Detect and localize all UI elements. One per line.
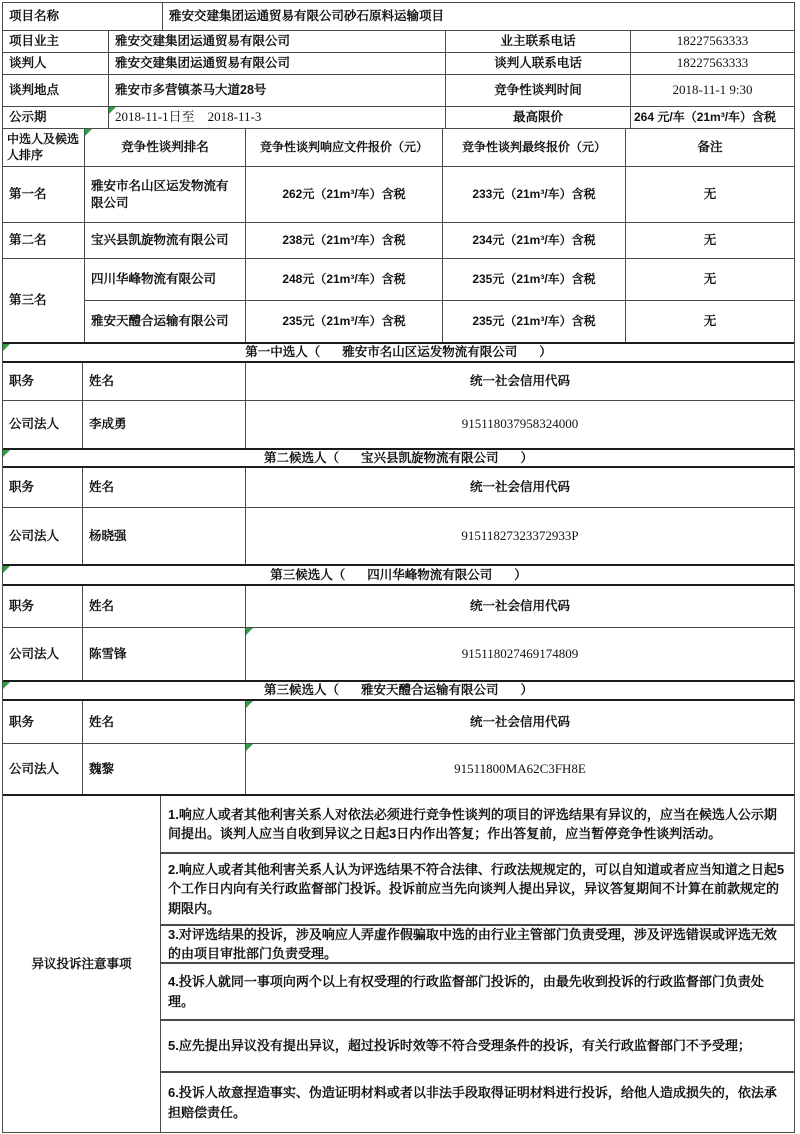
complaint-item: 3.对评选结果的投诉，涉及响应人弄虚作假骗取中选的由行业主管部门负责受理，涉及评选错误或评选无效的由项目审批部门负责受理。 (161, 926, 794, 964)
green-corner-marker-icon (3, 566, 10, 573)
rank-row-third-b (85, 301, 794, 342)
rank-company: 宝兴县凯旋物流有限公司 (85, 223, 246, 258)
credit-code-value: 91511827323372933P (461, 527, 579, 543)
position-label: 职务 (3, 363, 83, 400)
green-corner-marker-icon (109, 107, 116, 114)
rank-remark: 无 (703, 233, 717, 248)
rank-final-price: 235元（21m³/车）含税 (443, 301, 626, 342)
rank-doc-price: 262元（21m³/车）含税 (246, 167, 443, 222)
negotiation-time-value: 2018-11-1 9:30 (672, 82, 753, 98)
band-company: 雅安市名山区运发物流有限公司 (342, 345, 518, 360)
ranking-header-doc-price: 竞争性谈判响应文件报价（元） (246, 129, 443, 166)
person-name: 陈雪锋 (83, 628, 246, 680)
rank-row-second (3, 223, 794, 259)
rank-label: 第一名 (3, 167, 85, 222)
band-prefix: 第二候选人（ (263, 450, 339, 465)
rank-doc-price: 238元（21m³/车）含税 (246, 223, 443, 258)
green-corner-marker-icon (85, 129, 92, 136)
complaint-item: 1.响应人或者其他利害关系人对依法必须进行竞争性谈判的项目的评选结果有异议的，应当在候选人公示期间提出。谈判人应当自收到异议之日起3日内作出答复；作出答复前，应当暂停竞争性谈判活动。 (161, 796, 794, 854)
negotiator-row (3, 53, 794, 75)
band-prefix: 第三候选人（ (263, 683, 339, 698)
credit-code-label-text: 统一社会信用代码 (469, 714, 570, 729)
role-label: 公司法人 (3, 744, 83, 794)
person-name: 李成勇 (83, 401, 246, 448)
person-header-row (3, 363, 794, 401)
credit-code-value: 915118037958324000 (461, 416, 579, 432)
location-row (3, 75, 794, 107)
candidate-band-cell (3, 450, 794, 466)
credit-code-value (246, 744, 794, 794)
green-corner-marker-icon (246, 628, 253, 635)
project-name-label: 项目名称 (3, 3, 163, 30)
person-name: 魏黎 (83, 744, 246, 794)
complaints-section (3, 796, 794, 1132)
name-label: 姓名 (83, 586, 246, 627)
credit-code-value (246, 628, 794, 680)
ranking-header-rank-text: 竞争性谈判排名 (121, 140, 209, 155)
credit-code-label: 统一社会信用代码 (469, 374, 570, 389)
green-corner-marker-icon (3, 450, 10, 457)
rank-row-third-group (3, 259, 794, 344)
rank-remark: 无 (703, 272, 717, 287)
rank-label: 第二名 (3, 223, 85, 258)
rank-row-first (3, 167, 794, 223)
person-value-row (3, 628, 794, 682)
complaint-item: 2.响应人或者其他利害关系人认为评选结果不符合法律、行政法规规定的，可以自知道或者应当知道之日起5个工作日内向有关行政监督部门投诉。投诉前应当先向谈判人提出异议，异议答复期间不计算在前款规定的期限内。 (161, 854, 794, 926)
complaint-item: 5.应先提出异议没有提出异议，超过投诉时效等不符合受理条件的投诉，有关行政监督部门不予受理； (161, 1021, 794, 1073)
band-company: 宝兴县凯旋物流有限公司 (360, 450, 499, 465)
owner-phone-value: 18227563333 (676, 33, 749, 49)
green-corner-marker-icon (246, 701, 253, 708)
rank-final-price: 233元（21m³/车）含税 (443, 167, 626, 222)
position-label: 职务 (3, 701, 83, 743)
negotiator-phone-label: 谈判人联系电话 (446, 53, 631, 74)
band-prefix: 第三候选人（ (270, 567, 346, 582)
owner-phone-label: 业主联系电话 (446, 31, 631, 52)
ranking-header-rank (85, 129, 246, 166)
rank-final-price: 235元（21m³/车）含税 (443, 259, 626, 300)
position-label: 职务 (3, 468, 83, 507)
role-label: 公司法人 (3, 508, 83, 564)
rank-remark: 无 (703, 187, 717, 202)
rank-label-third: 第三名 (3, 259, 85, 342)
candidate-band-fourth (3, 682, 794, 701)
ranking-header-order: 中选人及候选人排序 (3, 129, 85, 166)
credit-code-label (246, 701, 794, 743)
negotiator-value: 雅安交建集团运通贸易有限公司 (109, 53, 446, 74)
complaint-item: 4.投诉人就同一事项向两个以上有权受理的行政监督部门投诉的，由最先收到投诉的行政监督部门负责处理。 (161, 964, 794, 1021)
rank-row-third-a (85, 259, 794, 301)
project-owner-row (3, 31, 794, 53)
green-corner-marker-icon (3, 344, 10, 351)
name-label: 姓名 (83, 701, 246, 743)
name-label: 姓名 (83, 363, 246, 400)
green-corner-marker-icon (246, 744, 253, 751)
location-label: 谈判地点 (3, 75, 109, 106)
ranking-header-row (3, 129, 794, 167)
project-owner-label: 项目业主 (3, 31, 109, 52)
candidate-band-third (3, 566, 794, 586)
publicity-value (109, 107, 446, 128)
negotiator-phone-value: 18227563333 (676, 55, 749, 71)
band-close: ） (520, 450, 534, 465)
location-value: 雅安市多营镇茶马大道28号 (109, 75, 446, 106)
candidate-band-cell (3, 682, 794, 699)
person-value-row (3, 744, 794, 796)
max-price-label: 最高限价 (446, 107, 631, 128)
max-price-value: 264 元/车（21m³/车）含税 (634, 109, 777, 124)
negotiator-label: 谈判人 (3, 53, 109, 74)
ranking-header-remark: 备注 (697, 140, 723, 155)
credit-code-text: 91511800MA62C3FH8E (454, 760, 586, 776)
complaints-label: 异议投诉注意事项 (3, 796, 161, 1132)
person-header-row (3, 701, 794, 744)
role-label: 公司法人 (3, 401, 83, 448)
credit-code-label: 统一社会信用代码 (469, 599, 570, 614)
person-name: 杨晓强 (83, 508, 246, 564)
winner-band-first (3, 344, 794, 363)
project-name-value: 雅安交建集团运通贸易有限公司砂石原料运输项目 (169, 9, 445, 24)
rank-remark: 无 (703, 314, 717, 329)
rank-doc-price: 235元（21m³/车）含税 (246, 301, 443, 342)
candidate-band-second (3, 450, 794, 468)
band-prefix: 第一中选人（ (245, 345, 321, 360)
credit-code-text: 915118027469174809 (461, 645, 579, 661)
rank-doc-price: 248元（21m³/车）含税 (246, 259, 443, 300)
publicity-label: 公示期 (3, 107, 109, 128)
band-company: 雅安天醴合运输有限公司 (360, 683, 499, 698)
complaint-item: 6.投诉人故意捏造事实、伪造证明材料或者以非法手段取得证明材料进行投诉，给他人造成损失的，依法承担赔偿责任。 (168, 1085, 777, 1120)
person-value-row (3, 401, 794, 450)
green-corner-marker-icon (3, 682, 10, 689)
procurement-result-table (2, 2, 795, 1133)
rank-third-subrows (85, 259, 794, 342)
rank-company: 雅安市名山区运发物流有限公司 (85, 167, 246, 222)
project-owner-value: 雅安交建集团运通贸易有限公司 (109, 31, 446, 52)
band-company: 四川华峰物流有限公司 (367, 567, 493, 582)
rank-company: 雅安天醴合运输有限公司 (85, 301, 246, 342)
rank-company: 四川华峰物流有限公司 (85, 259, 246, 300)
complaints-paragraphs (161, 796, 794, 1132)
person-header-row (3, 586, 794, 628)
position-label: 职务 (3, 586, 83, 627)
name-label: 姓名 (83, 468, 246, 507)
credit-code-label: 统一社会信用代码 (469, 480, 570, 495)
negotiation-time-label: 竞争性谈判时间 (446, 75, 631, 106)
band-close: ） (539, 345, 552, 360)
person-value-row (3, 508, 794, 566)
publicity-row (3, 107, 794, 129)
band-close: ） (514, 567, 527, 582)
role-label: 公司法人 (3, 628, 83, 680)
project-name-row (3, 3, 794, 31)
candidate-band-cell (3, 566, 794, 584)
rank-final-price: 234元（21m³/车）含税 (443, 223, 626, 258)
publicity-text: 2018-11-1日至 2018-11-3 (115, 109, 262, 125)
ranking-header-final-price: 竞争性谈判最终报价（元） (443, 129, 626, 166)
winner-band-cell (3, 344, 794, 361)
band-close: ） (520, 683, 534, 698)
person-header-row (3, 468, 794, 508)
